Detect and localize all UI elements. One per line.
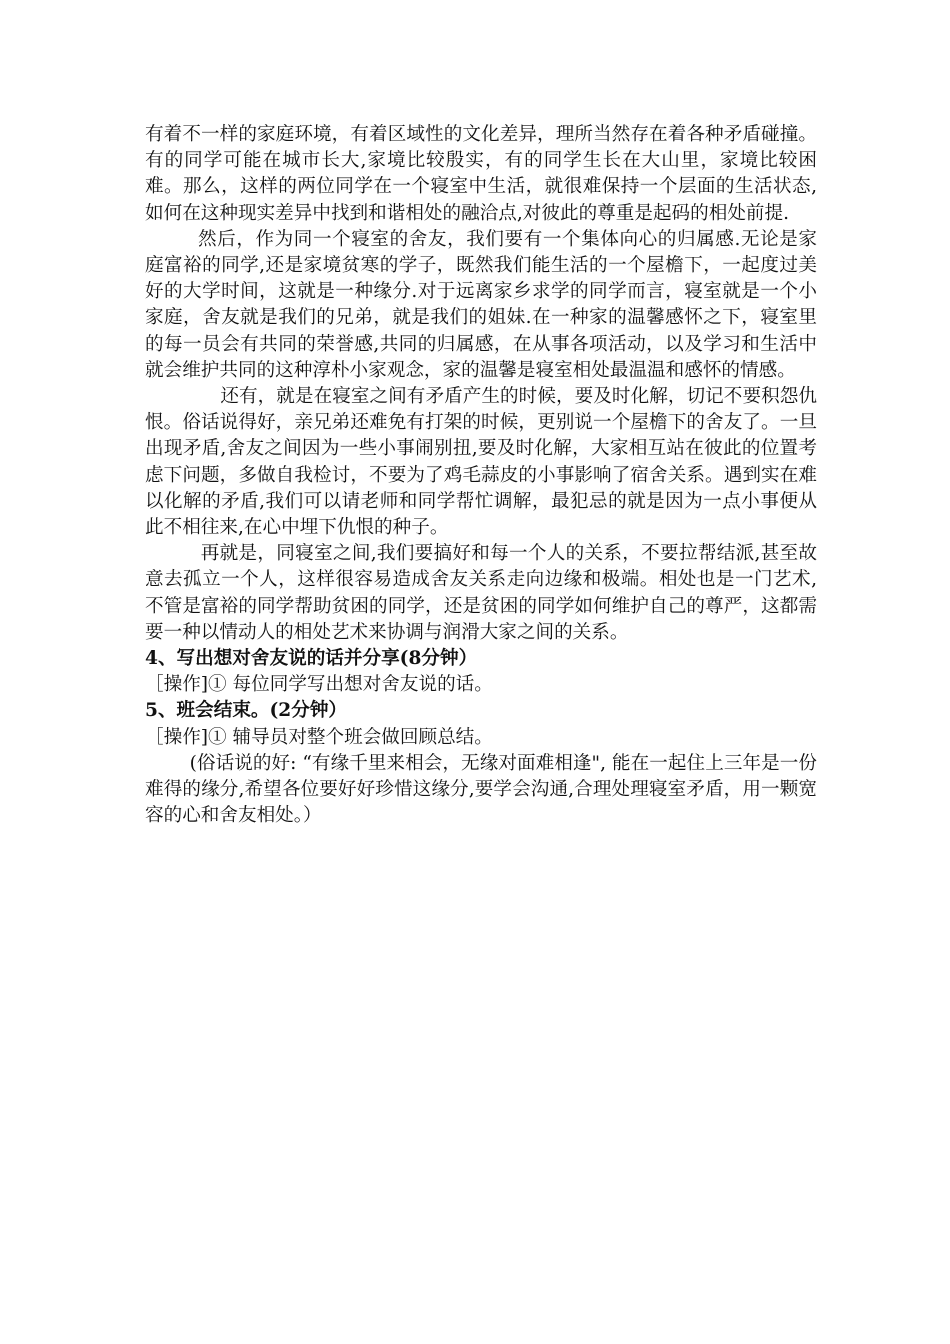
closing-note: (俗话说的好: “有缘千里来相会，无缘对面难相逢", 能在一起住上三年是一份难得的缘分,希望各位要好好珍惜这缘分,要学会沟通,合理处理寝室矛盾，用一颗宽容的心和舍友相处。）	[145, 752, 817, 827]
paragraph-sense-of-belonging: 然后，作为同一个寝室的舍友，我们要有一个集体向心的归属感.无论是家庭富裕的同学,还是家境贫寒的学子，既然我们能生活的一个屋檐下，一起度过美好的大学时间，这就是一种缘分.对于远离家乡求学的同学而言，寝室就是一个小家庭，舍友就是我们的兄弟，就是我们的姐妹.在一种家的温馨感怀之下，寝室里的每一员会有共同的荣誉感,共同的归属感，在从事各项活动，以及学习和生活中就会维护共同的这种淳朴小家观念，家的温馨是寝室相处最温温和感怀的情感。	[145, 228, 817, 381]
paragraph-resolve-conflicts: 还有，就是在寝室之间有矛盾产生的时候，要及时化解，切记不要积怨仇恨。俗话说得好，亲兄弟还难免有打架的时候，更别说一个屋檐下的舍友了。一旦出现矛盾,舍友之间因为一些小事闹别扭,要及时化解，大家相互站在彼此的位置考虑下问题，多做自我检讨，不要为了鸡毛蒜皮的小事影响了宿舍关系。遇到实在难以化解的矛盾,我们可以请老师和同学帮忙调解，最犯忌的就是因为一点小事便从此不相往来,在心中埋下仇恨的种子。	[145, 386, 817, 539]
section-5-operation: ［操作]① 辅导员对整个班会做回顾总结。	[145, 726, 493, 748]
section-4-operation: ［操作]① 每位同学写出想对舍友说的话。	[145, 674, 493, 696]
section-5-heading: 5、班会结束。(2分钟）	[145, 700, 348, 722]
paragraph-good-relations: 再就是，同寝室之间,我们要搞好和每一个人的关系，不要拉帮结派,甚至故意去孤立一个人，这样很容易造成舍友关系走向边缘和极端。相处也是一门艺术,不管是富裕的同学帮助贫困的同学，还是贫困的同学如何维护自己的尊严，这都需要一种以情动人的相处艺术来协调与润滑大家之间的关系。	[145, 543, 817, 643]
document-body	[145, 122, 817, 829]
section-4-heading: 4、写出想对舍友说的话并分享(8分钟）	[145, 648, 478, 670]
paragraph-cultural-differences: 有着不一样的家庭环境，有着区域性的文化差异，理所当然存在着各种矛盾碰撞。有的同学可能在城市长大,家境比较殷实，有的同学生长在大山里，家境比较困难。那么，这样的两位同学在一个寝室中生活，就很难保持一个层面的生活状态,如何在这种现实差异中找到和谐相处的融洽点,对彼此的尊重是起码的相处前提.	[145, 124, 817, 224]
